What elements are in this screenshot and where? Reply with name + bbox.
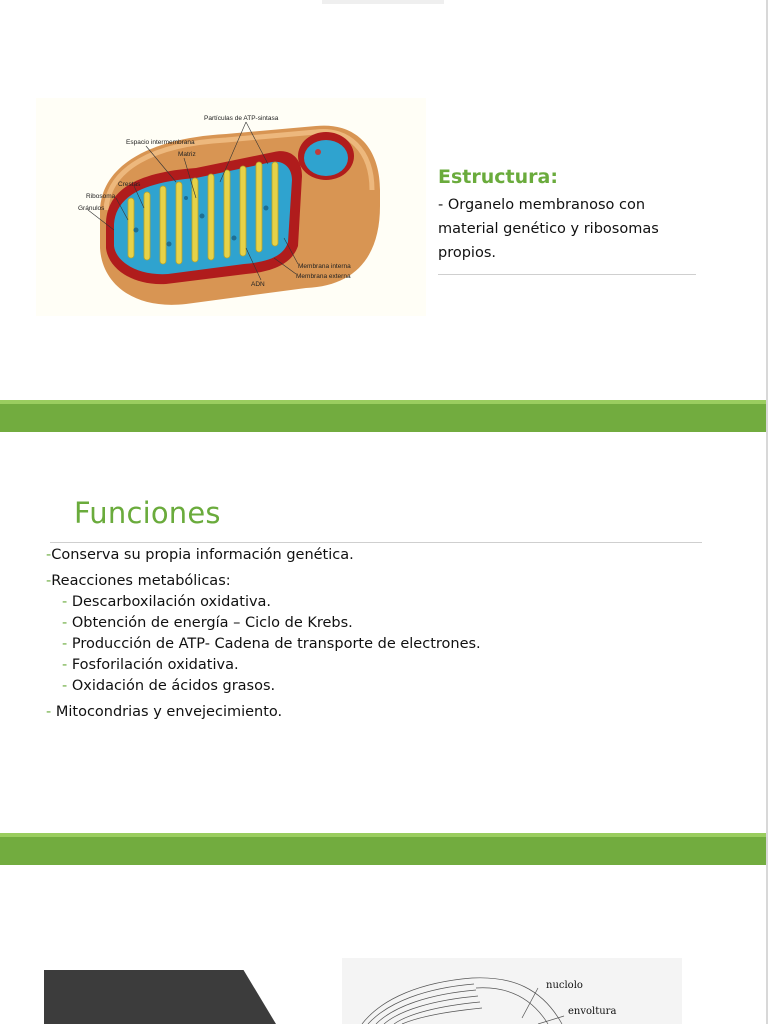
label-atp-sintasa: Partículas de ATP-sintasa xyxy=(204,115,279,122)
bullet-dash: - xyxy=(46,704,52,720)
label-espacio: Espacio intermembrana xyxy=(126,139,195,146)
label-ribosoma: Ribosoma xyxy=(86,193,116,200)
bullet-dash: - xyxy=(62,657,68,673)
label-membrana-externa: Membrana externa xyxy=(296,273,351,280)
band-highlight xyxy=(0,400,768,404)
band-highlight xyxy=(0,833,768,837)
estructura-divider xyxy=(438,274,696,275)
sub-list-item xyxy=(46,655,726,676)
sketch-label-nucleolo: nuclolo xyxy=(546,980,583,991)
mitochondria-diagram xyxy=(36,98,426,316)
list-item xyxy=(46,702,726,723)
sub-item-text: Fosforilación oxidativa. xyxy=(71,657,239,673)
bullet-dash: - xyxy=(46,573,52,589)
bullet-dash: - xyxy=(62,636,68,652)
estructura-block xyxy=(438,164,708,265)
list-item xyxy=(46,571,726,592)
label-crestas: Crestas xyxy=(118,181,141,188)
bullet-dash: - xyxy=(62,615,68,631)
slide-divider-band xyxy=(0,833,768,865)
sub-list-item xyxy=(46,634,726,655)
item-text: Conserva su propia información genética. xyxy=(51,547,354,563)
funciones-list xyxy=(46,545,726,723)
label-adn: ADN xyxy=(251,281,265,288)
bullet-dash: - xyxy=(62,594,68,610)
estructura-text xyxy=(438,193,708,265)
sketch-strokes xyxy=(362,978,564,1024)
item-text: Mitocondrias y envejecimiento. xyxy=(55,704,283,720)
bullet-dash: - xyxy=(62,678,68,694)
label-granulos: Gránulos xyxy=(78,205,105,212)
label-membrana-interna: Membrana interna xyxy=(298,263,351,270)
sub-item-text: Descarboxilación oxidativa. xyxy=(71,594,272,610)
estructura-line-1: - Organelo membranoso con xyxy=(438,197,646,213)
sub-item-text: Oxidación de ácidos grasos. xyxy=(71,678,276,694)
nucleus-sketch-drawing xyxy=(342,958,682,1024)
list-item xyxy=(46,545,726,566)
end-cap-matrix xyxy=(304,140,348,176)
title-placeholder-shape xyxy=(44,970,276,1024)
atp-particle xyxy=(315,149,321,155)
funciones-divider xyxy=(50,542,702,543)
estructura-title: Estructura: xyxy=(438,166,558,188)
label-matriz: Matriz xyxy=(178,151,196,158)
bullet-dash: - xyxy=(46,547,52,563)
nucleus-sketch xyxy=(342,958,682,1024)
item-text: Reacciones metabólicas: xyxy=(51,573,231,589)
sub-item-text: Producción de ATP- Cadena de transporte de electrones. xyxy=(71,636,481,652)
mitochondria-illustration xyxy=(36,98,426,316)
sub-list-item xyxy=(46,592,726,613)
sub-item-text: Obtención de energía – Ciclo de Krebs. xyxy=(71,615,353,631)
previous-slide-edge xyxy=(322,0,444,4)
sub-list-item xyxy=(46,676,726,697)
sub-list-item xyxy=(46,613,726,634)
sketch-label-envoltura: envoltura xyxy=(568,1006,617,1017)
estructura-line-3: propios. xyxy=(438,245,496,261)
estructura-line-2: material genético y ribosomas xyxy=(438,221,659,237)
funciones-title: Funciones xyxy=(74,496,221,530)
slide-divider-band xyxy=(0,400,768,432)
